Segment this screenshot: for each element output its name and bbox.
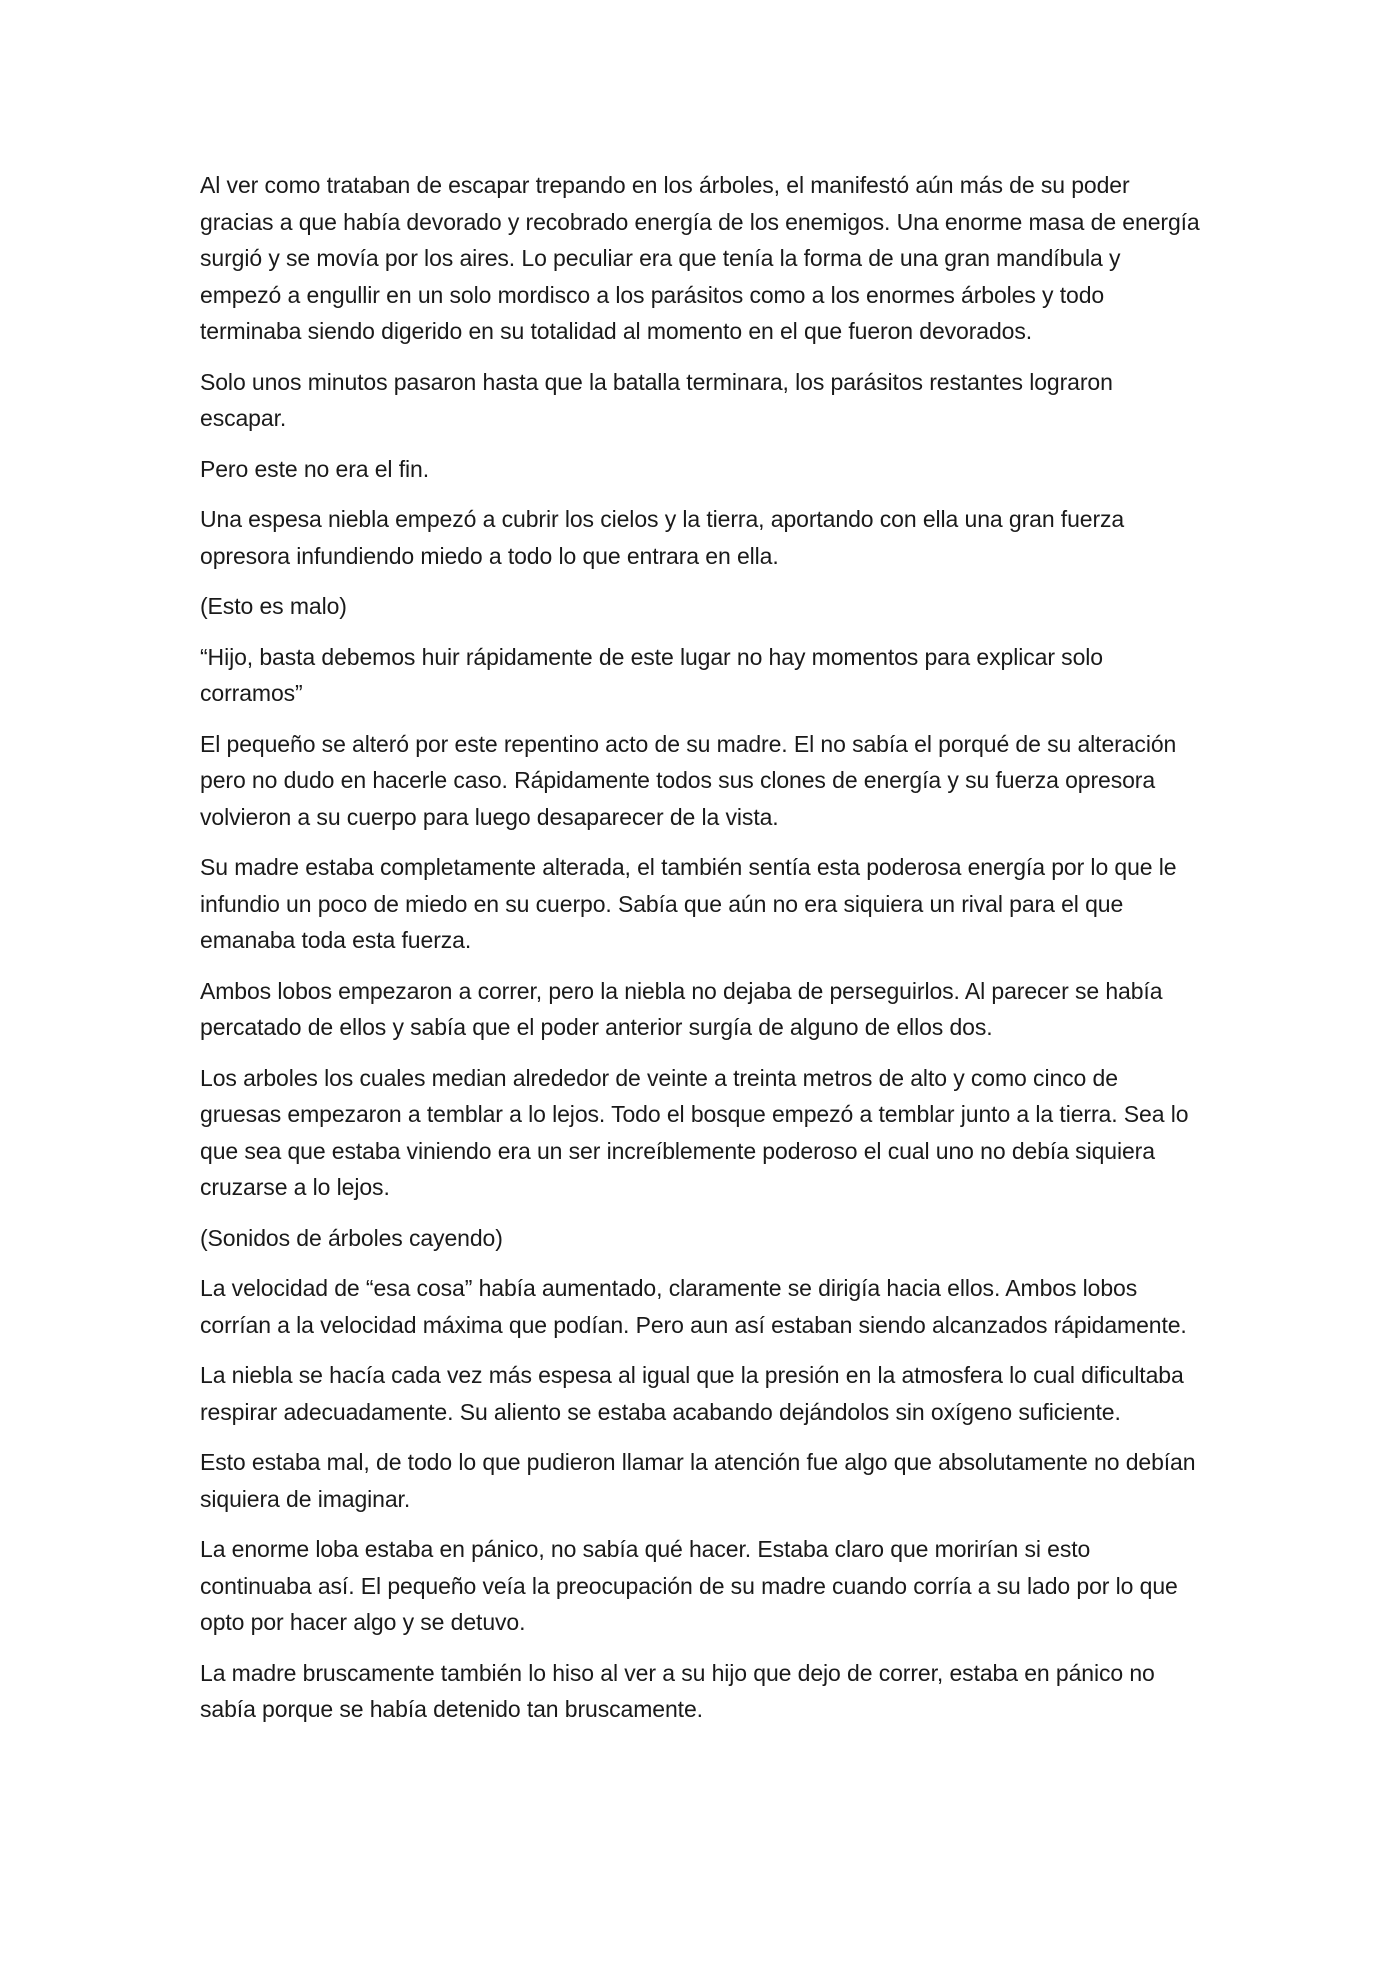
paragraph-10: Los arboles los cuales median alrededor de veinte a treinta metros de alto y como cinco de gruesas empezaron a temblar a lo lejos. Todo el bosque empezó a temblar junto a la tierra. Sea lo que sea que estaba viniendo era un ser increíblemente poderoso el cual uno no debía siquiera cruzarse a lo lejos. [200, 1064, 1189, 1200]
paragraph-9: Ambos lobos empezaron a correr, pero la niebla no dejaba de perseguirlos. Al parecer se había percatado de ellos y sabía que el poder anterior surgía de alguno de ellos dos. [200, 977, 1163, 1040]
paragraph-3: Pero este no era el fin. [200, 455, 430, 482]
paragraph-8: Su madre estaba completamente alterada, el también sentía esta poderosa energía por lo que le infundio un poco de miedo en su cuerpo. Sabía que aún no era siquiera un rival para el que emanaba toda esta fuerza. [200, 854, 1177, 953]
paragraph-6: “Hijo, basta debemos huir rápidamente de este lugar no hay momentos para explicar solo corramos” [200, 643, 1103, 706]
paragraph-7: El pequeño se alteró por este repentino acto de su madre. El no sabía el porqué de su alteración pero no dudo en hacerle caso. Rápidamente todos sus clones de energía y su fuerza opresora volvieron a su cuerpo para luego desaparecer de la vista. [200, 730, 1177, 830]
paragraph-13: La niebla se hacía cada vez más espesa al igual que la presión en la atmosfera lo cual dificultaba respirar adecuadamente. Su aliento se estaba acabando dejándolos sin oxígeno suficiente. [200, 1362, 1184, 1425]
paragraph-12: La velocidad de “esa cosa” había aumentado, claramente se dirigía hacia ellos. Ambos lobos corrían a la velocidad máxima que podían. Pero aun así estaban siendo alcanzados rápidamente. [200, 1275, 1187, 1338]
paragraph-14: Esto estaba mal, de todo lo que pudieron llamar la atención fue algo que absolutamente no debían siquiera de imaginar. [200, 1449, 1196, 1512]
paragraph-1: Al ver como trataban de escapar trepando en los árboles, el manifestó aún más de su poder gracias a que había devorado y recobrado energía de los enemigos. Una enorme masa de energía surgió y se movía por los aires. Lo peculiar era que tenía la forma de una gran mandíbula y empezó a engullir en un solo mordisco a los parásitos como a los enormes árboles y todo terminaba siendo digerido en su totalidad al momento en el que fueron devorados. [200, 172, 1200, 344]
document-body [200, 167, 1205, 1742]
paragraph-5: (Esto es malo) [200, 593, 347, 619]
paragraph-15: La enorme loba estaba en pánico, no sabía qué hacer. Estaba claro que morirían si esto continuaba así. El pequeño veía la preocupación de su madre cuando corría a su lado por lo que opto por hacer algo y se detuvo. [200, 1536, 1178, 1635]
paragraph-11: (Sonidos de árboles cayendo) [200, 1224, 503, 1251]
paragraph-2: Solo unos minutos pasaron hasta que la batalla terminara, los parásitos restantes lograron escapar. [200, 368, 1113, 431]
paragraph-16: La madre bruscamente también lo hiso al ver a su hijo que dejo de correr, estaba en pánico no sabía porque se había detenido tan bruscamente. [200, 1659, 1155, 1722]
paragraph-4: Una espesa niebla empezó a cubrir los cielos y la tierra, aportando con ella una gran fuerza opresora infundiendo miedo a todo lo que entrara en ella. [200, 506, 1125, 569]
